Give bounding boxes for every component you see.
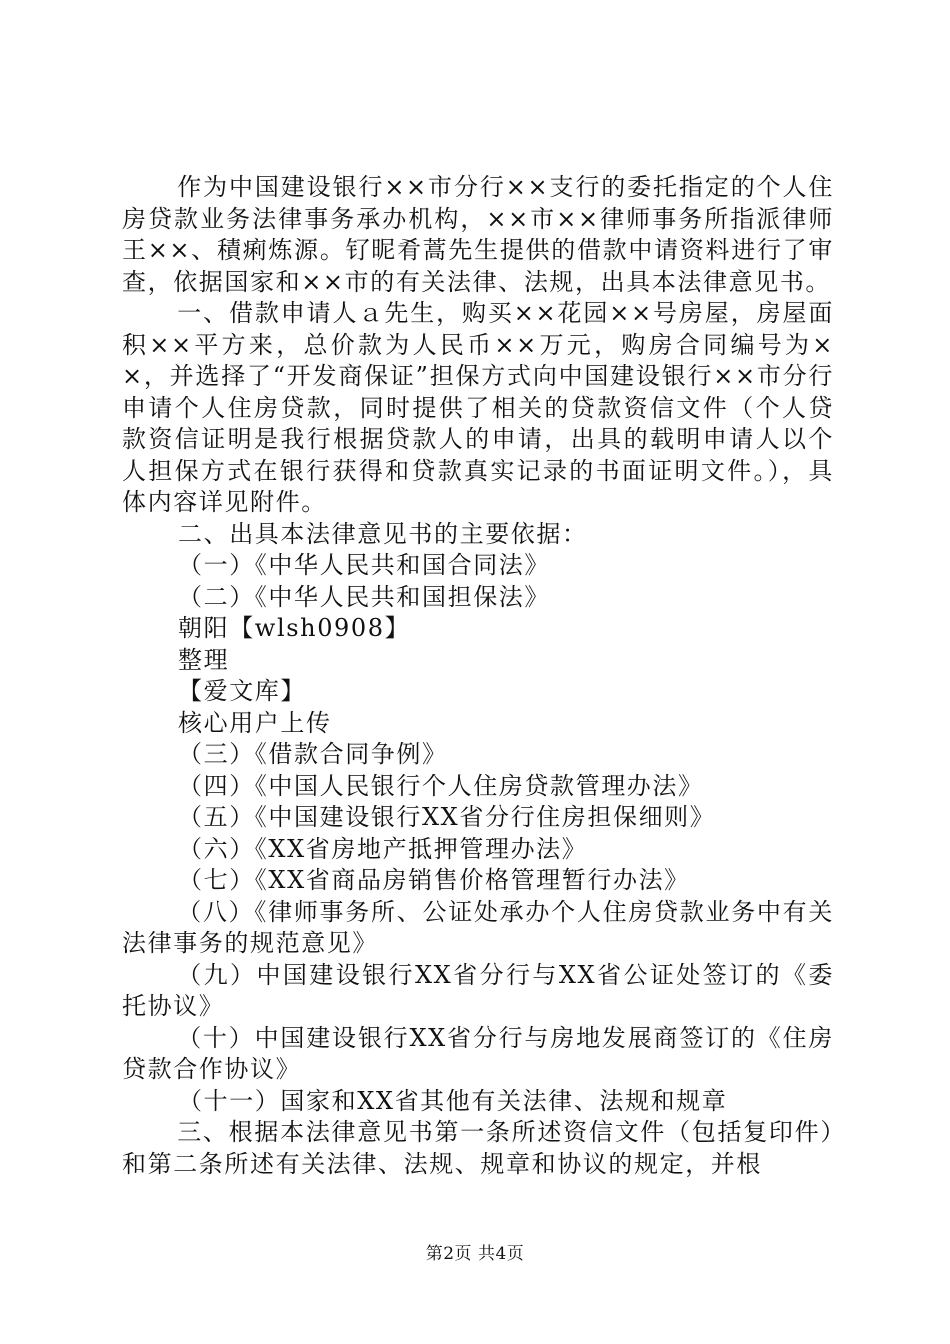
- basis-item-3: （三）《借款合同争例》: [178, 740, 448, 768]
- basis-item-5: （五）《中国建设银行XX省分行住房担保细则》: [178, 803, 716, 831]
- basis-item-6: （六）《XX省房地产抵押管理办法》: [178, 834, 588, 863]
- document-body: [122, 172, 834, 1180]
- basis-item-4: （四）《中国人民银行个人住房贷款管理办法》: [178, 771, 704, 800]
- page-number-footer: 第2页 共4页: [425, 1244, 525, 1264]
- intro-paragraph: 作为中国建设银行××市分行××支行的委托指定的个人住房贷款业务法律事务承办机构，××市××律师事务所指派律师王××、積痢炼源。钌昵肴蒿先生提供的借款中请资料进行了审查，依据国家和××市的有关法律、法规，出具本法律意见书。: [122, 173, 834, 296]
- basis-item-11: （十一）国家和XX省其他有关法律、法规和规章: [178, 1086, 728, 1115]
- watermark-line-4: 核心用户上传: [178, 708, 332, 737]
- basis-item-9: （九）中国建设银行XX省分行与XX省公证处签订的《委托协议》: [122, 960, 834, 1020]
- basis-item-1: （一）《中华人民共和国合同法》: [178, 551, 550, 579]
- basis-item-8: （八）《律师事务所、公证处承办个人住房贷款业务中有关法律事务的规范意见》: [122, 897, 834, 957]
- basis-item-2: （二）《中华人民共和国担保法》: [178, 582, 550, 611]
- basis-item-7: （七）《XX省商品房销售价格管理暂行办法》: [178, 866, 690, 894]
- section-three-paragraph: 三、根据本法律意见书第一条所述资信文件（包括复印件）和第二条所述有关法律、法规、规章和协议的规定，并根: [122, 1118, 834, 1178]
- watermark-line-2: 整理: [178, 645, 230, 674]
- section-one-paragraph: 一、借款申请人ａ先生，购买××花园××号房屋，房屋面积××平方来，总价款为人民币××万元，购房合同编号为××，并选择了“开发商保证”担保方式向中国建设银行××市分行申请个人住房贷款，同时提供了相关的贷款资信文件（个人贷款资信证明是我行根据贷款人的申请，出具的载明申请人以个人担保方式在银行获得和贷款真实记录的书面证明文件。），具体内容详见附件。: [122, 299, 834, 516]
- basis-item-10: （十）中国建设银行XX省分行与房地发展商签订的《住房贷款合作协议》: [122, 1023, 834, 1083]
- watermark-line-1: 朝阳【wlsh0908】: [178, 614, 411, 642]
- watermark-line-3: 【爱文库】: [178, 677, 306, 705]
- section-two-heading: 二、出具本法律意见书的主要依据：: [178, 519, 588, 548]
